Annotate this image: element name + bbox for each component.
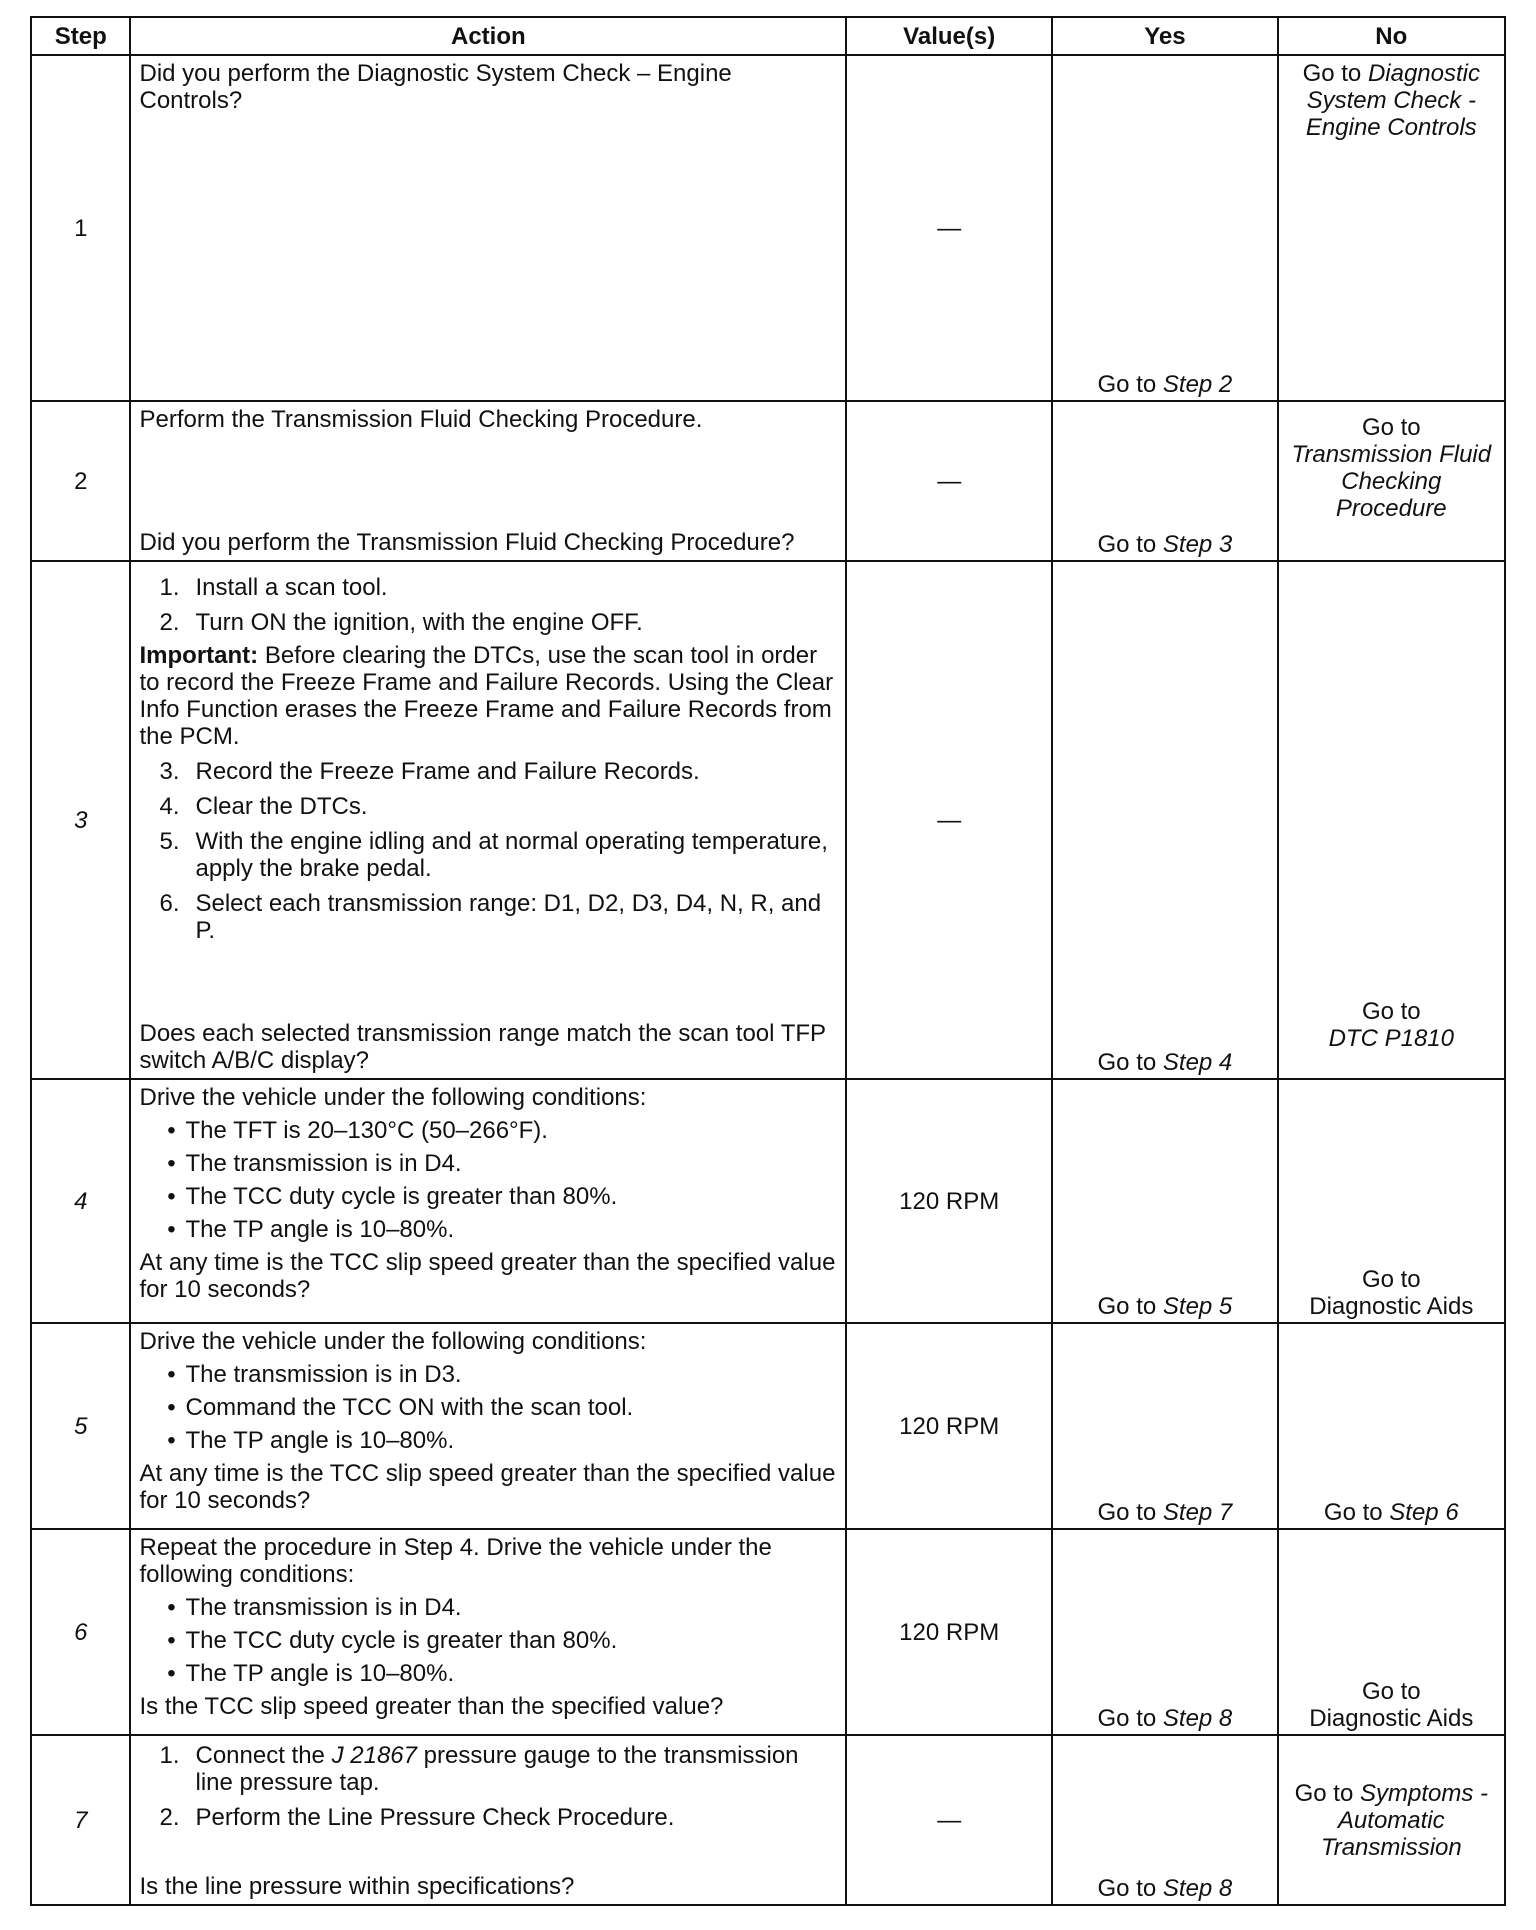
no-cell [1278, 55, 1505, 401]
action-question: Did you perform the Diagnostic System Check – Engine Controls? [139, 60, 732, 114]
list-item: • The TCC duty cycle is greater than 80%. [167, 1627, 618, 1654]
no-link[interactable]: Diagnostic Aids [1309, 1705, 1474, 1732]
important-note [139, 642, 837, 750]
no-cell [1278, 1323, 1505, 1529]
action-cell [130, 561, 846, 1079]
action-question: Is the TCC slip speed greater than the specified value? [139, 1693, 724, 1720]
tool-reference: J 21867 [331, 1742, 417, 1769]
table-row [31, 1529, 1505, 1735]
action-question: Does each selected transmission range match the scan tool TFP switch A/B/C display? [139, 1020, 826, 1074]
yes-prefix: Go to [1097, 1499, 1163, 1526]
no-prefix: Go to [1361, 1266, 1421, 1293]
header-action: Action [130, 17, 846, 55]
yes-step-link[interactable]: Step 5 [1162, 1293, 1233, 1320]
no-link[interactable]: Diagnostic Aids [1309, 1293, 1474, 1320]
table-row [31, 55, 1505, 401]
header-values: Value(s) [846, 17, 1052, 55]
list-item: • The transmission is in D3. [167, 1361, 462, 1388]
value-cell: 120 RPM [846, 1323, 1052, 1529]
action-intro: Drive the vehicle under the following conditions: [139, 1328, 647, 1355]
list-item: • The transmission is in D4. [167, 1594, 462, 1621]
list-item: 5. With the engine idling and at normal operating temperature, apply the brake pedal. [159, 828, 828, 882]
step-number: 4 [31, 1079, 130, 1323]
yes-step-link[interactable]: Step 4 [1162, 1049, 1233, 1076]
yes-step-link[interactable]: Step 3 [1162, 531, 1233, 558]
yes-cell [1052, 1079, 1277, 1323]
table-row [31, 1079, 1505, 1323]
no-link[interactable]: Step 6 [1389, 1499, 1459, 1526]
no-link[interactable]: DTC P1810 [1328, 1025, 1454, 1052]
value-cell: — [846, 1735, 1052, 1905]
action-intro: Repeat the procedure in Step 4. Drive the vehicle under the following conditions: [139, 1534, 772, 1588]
no-prefix: Go to [1323, 1499, 1390, 1526]
yes-prefix: Go to [1097, 1705, 1163, 1732]
list-item: • The transmission is in D4. [167, 1150, 462, 1177]
action-question: At any time is the TCC slip speed greater than the specified value for 10 seconds? [139, 1249, 836, 1303]
header-step: Step [31, 17, 130, 55]
action-cell [130, 1735, 846, 1905]
no-prefix: Go to [1302, 60, 1368, 87]
action-cell [130, 1323, 846, 1529]
list-item: 6. Select each transmission range: D1, D2, D3, D4, N, R, and P. [159, 890, 822, 944]
table-row [31, 401, 1505, 561]
no-prefix: Go to [1361, 998, 1421, 1025]
no-cell [1278, 561, 1505, 1079]
important-label: Important: [139, 642, 259, 669]
yes-prefix: Go to [1097, 531, 1163, 558]
action-cell [130, 401, 846, 561]
list-item: • The TCC duty cycle is greater than 80%. [167, 1183, 618, 1210]
yes-step-link[interactable]: Step 8 [1162, 1875, 1233, 1902]
action-question: At any time is the TCC slip speed greater than the specified value for 10 seconds? [139, 1460, 836, 1514]
list-item: 2. Perform the Line Pressure Check Procedure. [159, 1804, 675, 1831]
yes-prefix: Go to [1097, 371, 1163, 398]
diagnostic-table-page [30, 16, 1506, 1906]
table-row [31, 1323, 1505, 1529]
list-item: 1. Install a scan tool. [159, 574, 388, 601]
yes-step-link[interactable]: Step 7 [1162, 1499, 1233, 1526]
yes-step-link[interactable]: Step 8 [1162, 1705, 1233, 1732]
no-cell [1278, 1529, 1505, 1735]
no-prefix: Go to [1361, 1678, 1421, 1705]
action-question: Did you perform the Transmission Fluid Checking Procedure? [139, 529, 795, 556]
yes-cell [1052, 55, 1277, 401]
no-cell [1278, 1079, 1505, 1323]
yes-cell [1052, 561, 1277, 1079]
action-question: Is the line pressure within specifications? [139, 1873, 575, 1900]
step-number: 6 [31, 1529, 130, 1735]
list-item: • The TFT is 20–130°C (50–266°F). [167, 1117, 548, 1144]
yes-cell [1052, 401, 1277, 561]
step-number: 7 [31, 1735, 130, 1905]
list-item: • The TP angle is 10–80%. [167, 1427, 455, 1454]
header-yes: Yes [1052, 17, 1277, 55]
diagnostic-table [30, 16, 1506, 1906]
list-item: 1. Connect the J 21867 pressure gauge to the transmission line pressure tap. [159, 1742, 799, 1796]
list-item: • Command the TCC ON with the scan tool. [167, 1394, 634, 1421]
no-prefix: Go to [1361, 414, 1421, 441]
important-text: Before clearing the DTCs, use the scan tool in order to record the Freeze Frame and Failure Records. Using the Clear Info Function erases the Freeze Frame and Failure Records from the PCM. [139, 642, 834, 750]
list-item: 4. Clear the DTCs. [159, 793, 368, 820]
list-item: • The TP angle is 10–80%. [167, 1216, 455, 1243]
step-number: 2 [31, 401, 130, 561]
action-intro: Perform the Transmission Fluid Checking Procedure. [139, 406, 703, 433]
list-item: 3. Record the Freeze Frame and Failure Records. [159, 758, 700, 785]
list-item: • The TP angle is 10–80%. [167, 1660, 455, 1687]
no-cell [1278, 1735, 1505, 1905]
yes-prefix: Go to [1097, 1293, 1163, 1320]
yes-cell [1052, 1735, 1277, 1905]
no-link[interactable]: Transmission Fluid Checking Procedure [1291, 441, 1492, 522]
step-number: 1 [31, 55, 130, 401]
value-cell: 120 RPM [846, 1529, 1052, 1735]
table-row [31, 561, 1505, 1079]
yes-step-link[interactable]: Step 2 [1162, 371, 1233, 398]
table-row [31, 1735, 1505, 1905]
action-intro: Drive the vehicle under the following conditions: [139, 1084, 647, 1111]
action-cell [130, 55, 846, 401]
value-cell: — [846, 55, 1052, 401]
action-cell [130, 1079, 846, 1323]
value-cell: — [846, 561, 1052, 1079]
value-cell: — [846, 401, 1052, 561]
yes-cell [1052, 1323, 1277, 1529]
yes-prefix: Go to [1097, 1049, 1163, 1076]
no-prefix: Go to [1294, 1779, 1360, 1807]
header-row [31, 17, 1505, 55]
step-number: 5 [31, 1323, 130, 1529]
yes-prefix: Go to [1097, 1875, 1163, 1902]
value-cell: 120 RPM [846, 1079, 1052, 1323]
no-link[interactable]: Diagnostic System Check - Engine Controls [1305, 60, 1480, 141]
action-cell [130, 1529, 846, 1735]
list-item: 2. Turn ON the ignition, with the engine OFF. [159, 609, 643, 636]
no-cell [1278, 401, 1505, 561]
yes-cell [1052, 1529, 1277, 1735]
no-link[interactable]: Symptoms - Automatic Transmission [1320, 1779, 1488, 1861]
step-number: 3 [31, 561, 130, 1079]
header-no: No [1278, 17, 1505, 55]
